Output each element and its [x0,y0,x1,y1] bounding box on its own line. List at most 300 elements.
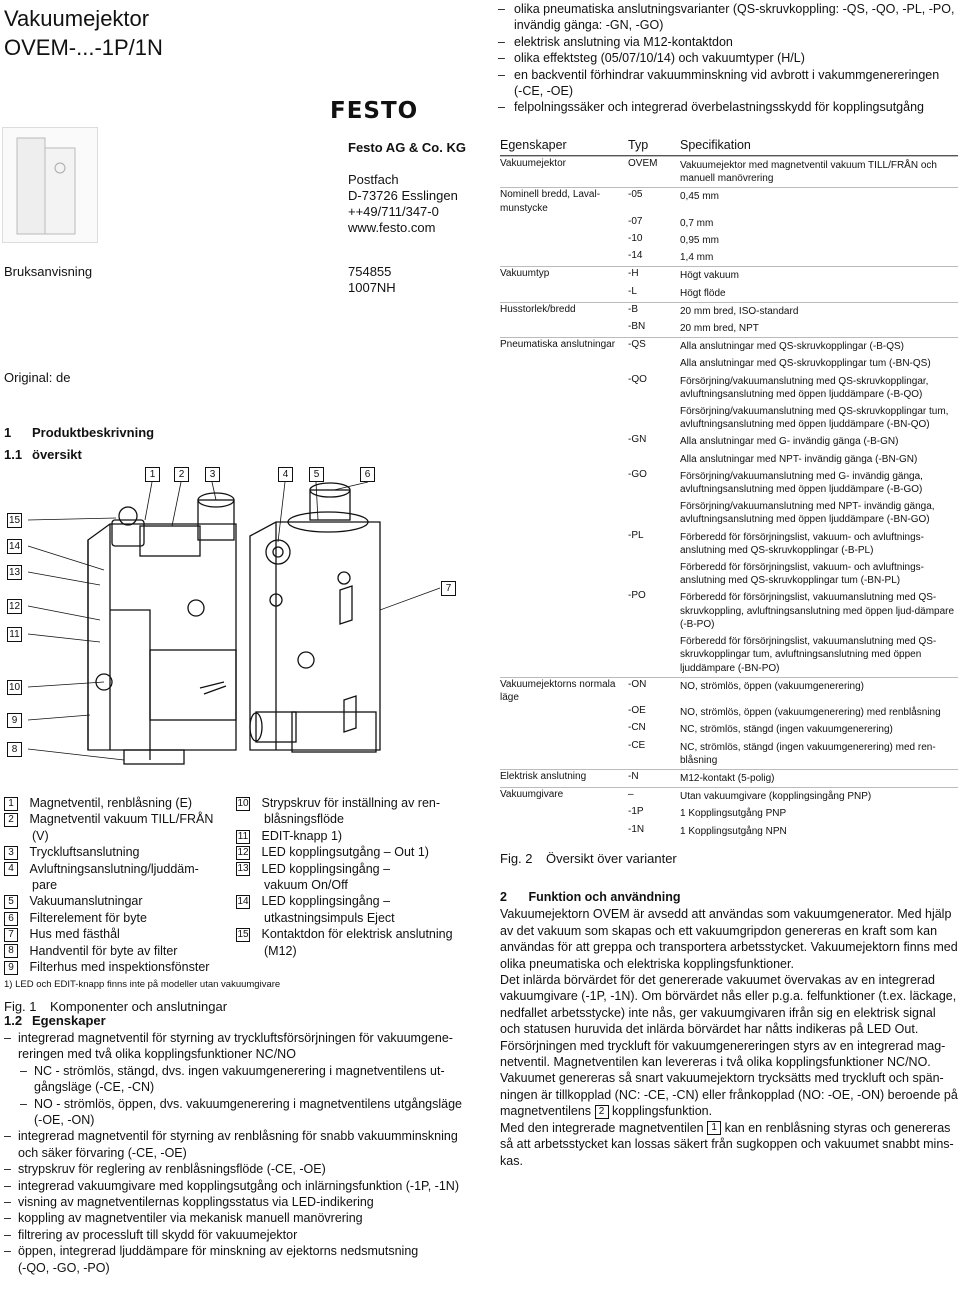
cell-property [500,355,628,372]
cell-type [628,589,680,633]
cell-spec [680,355,958,372]
cell-text: Försörjning/vakuumanslutning med QS-skruvkopplingar, avluftningsanslutning med öppen ljuddämpare (-B-QO) [680,375,929,400]
cell-property [500,498,628,528]
cell-property [500,589,628,633]
comp-text: Strypskruv för inställning av ren- [261,796,441,810]
table-row [500,337,958,355]
comp-text: vakuum On/Off [264,878,348,892]
cell-property [500,403,628,433]
cell-text: -1P [628,806,644,818]
list-item: invändig gänga: -GN, -GO) [514,18,664,33]
cell-spec [680,498,958,528]
cell-text: Vakuumtyp [500,268,550,280]
comp-text: Kontaktdon för elektrisk anslutning [261,927,453,942]
variants-table [500,136,958,840]
cell-text: Utan vakuumgivare (kopplingsingång PNP) [680,791,872,803]
list-item: – integrerad magnetventil för styrning av renblåsning för snabb vakuumminskning [4,1128,474,1144]
company-name: Festo AG & Co. KG [348,140,466,155]
callout-8: 8 [7,742,22,757]
section-1-num: 1 [4,425,12,440]
cell-text: -QO [628,373,647,385]
cell-text: 1 Kopplingsutgång NPN [680,825,787,837]
cell-type [628,373,680,403]
cell-spec [680,788,958,805]
cell-type [628,559,680,589]
comp-num: 9 [4,961,18,975]
col-header-spec: Specifikation [680,138,751,152]
cell-spec [680,770,958,787]
cell-property [500,338,628,355]
list-item: (-OE, -ON) [34,1113,95,1128]
cell-property [500,232,628,249]
company-address-1: Postfach [348,172,399,187]
section-1-title: Produktbeskrivning [32,425,155,440]
table-row [500,156,958,187]
table-row [500,787,958,805]
cell-type [628,285,680,302]
cell-text: NC, strömlös, stängd (ingen vakuumgenerering) med ren-blåsning [680,741,936,766]
paragraph-text: kopplingsfunktion. [612,1104,713,1119]
comp-num: 1 [4,797,18,811]
paragraph [500,1038,958,1120]
cell-text: -05 [628,189,643,201]
cell-spec [680,451,958,468]
list-item: – visning av magnetventilernas kopplingsstatus via LED-indikering [4,1194,474,1210]
cell-spec [680,529,958,559]
paragraph: Vakuumejektorn OVEM är avsedd att användas som vakuumgenerator. Med hjälp av det vakuum som skapas och ett vakuumgripdon genereras en kraft som kan användas för att greppa och transportera arbetsstycket. Vakuumejektorn finns med olika pneumatiska och elektriska kopplingsfunktioner. [500,907,958,971]
cell-type [628,403,680,433]
ejector-drawing [0,460,470,780]
cell-spec [680,285,958,302]
cell-property [500,249,628,266]
table-row [500,739,958,769]
features-list [4,1030,474,1276]
cell-text: Alla anslutningar med QS-skruvkopplingar (-B-QS) [680,341,904,353]
paragraph-text: kan en renblåsning styras och genereras så att arbetsstycket kan lossas säkert från sugkoppen och vakuumet snabbt mins-kas. [500,1120,954,1168]
company-address-2: D-73726 Esslingen [348,188,458,203]
comp-text: LED kopplingsingång – [261,894,391,909]
comp-text: (M12) [264,943,297,958]
cell-text: 1,4 mm [680,252,714,264]
cell-type [628,529,680,559]
cell-text: Försörjning/vakuumanslutning med G- invändig gänga, avluftningsanslutning med öppen ljuddämpare (-B-GO) [680,470,923,496]
comp-text: Magnetventil, renblåsning (E) [29,796,193,810]
table-row [500,355,958,372]
list-item: – filtrering av processluft till skydd för vakuumejektor [4,1227,474,1243]
cell-property [500,770,628,787]
table-row [500,215,958,232]
list-item: – felpolningssäker och integrerad överbelastningsskydd för kopplingsutgång [498,99,958,115]
cell-text: -H [628,268,639,280]
list-item: – integrerad vakuumgivare med kopplingsutgång och inlärningsfunktion (-1P, -1N) [4,1178,474,1194]
cell-property [500,373,628,403]
comp-text: pare [32,878,58,892]
section-1-1-num: 1.1 [4,447,23,462]
callout-1: 1 [145,467,160,482]
cell-property [500,188,628,214]
cell-property [500,267,628,284]
cell-property [500,678,628,704]
list-item: – NO - strömlös, öppen, dvs. vakuumgenerering i magnetventilens utgångsläge [4,1096,474,1112]
comp-text: Handventil för byte av filter [29,943,178,958]
comp-text: Hus med fästhål [29,927,120,942]
cell-spec [680,157,958,187]
cell-text: -07 [628,215,643,227]
table-row [500,559,958,589]
cell-text: -L [628,285,637,297]
cell-spec [680,805,958,822]
cell-text: Vakuumejektorns normala läge [500,678,616,703]
list-item: gångsläge (-CE, -CN) [34,1080,155,1095]
cell-property [500,559,628,589]
table-row [500,468,958,498]
list-item: (-QO, -GO, -PO) [18,1260,110,1275]
section-1-1-title: översikt [32,447,82,462]
cell-spec [680,468,958,498]
cell-property [500,633,628,677]
table-row [500,302,958,320]
cell-text: -PL [628,529,644,541]
table-row [500,320,958,337]
cell-text: Nominell bredd, Laval-munstycke [500,189,601,214]
table-row [500,589,958,633]
col-header-type: Typ [628,138,649,152]
callout-2: 2 [174,467,189,482]
cell-text: Alla anslutningar med G- invändig gänga (-B-GN) [680,436,899,448]
cell-text: Alla anslutningar med QS-skruvkopplingar tum (-BN-QS) [680,358,931,370]
cell-property [500,433,628,450]
comp-text: Vakuumanslutningar [29,894,143,909]
col-header-property: Egenskaper [500,138,567,152]
comp-text: Avluftningsanslutning/ljuddäm- [29,861,199,876]
comp-num: 4 [4,862,18,876]
paragraph [500,1120,958,1169]
cell-spec [680,704,958,721]
list-item: – öppen, integrerad ljuddämpare för minskning av ejektorns nedsmutsning [4,1243,474,1259]
figure-1 [0,460,470,780]
manual-label: Bruksanvisning [4,264,93,279]
comp-num: 8 [4,944,18,958]
company-phone: ++49/711/347-0 [348,204,439,219]
page-title [4,4,163,62]
cell-text: Förberedd för försörjningslist, vakuumanslutning med QS-skruvkoppling, avluftningsanslutning med öppen ljud-dämpare (-B-PO) [680,592,955,630]
cell-text: OVEM [628,158,658,169]
table-row [500,433,958,450]
cell-spec [680,188,958,214]
cell-text: -GO [628,468,647,480]
cell-text: Vakuumejektor med magnetventil vakuum TILL/FRÅN och manuell manövrering [680,160,937,185]
cell-spec [680,739,958,769]
doc-version: 1007NH [348,280,396,295]
section-1-2-title: Egenskaper [32,1013,106,1028]
cell-text: M12-kontakt (5-polig) [680,772,775,784]
cell-text: -BN [628,321,646,333]
cell-type [628,320,680,337]
callout-13: 13 [8,567,21,578]
cell-spec [680,721,958,738]
callout-5: 5 [309,467,324,482]
list-item: och säker förvaring (-CE, -OE) [18,1145,187,1160]
cell-text: -1N [628,823,645,835]
cell-text: -CE [628,739,646,751]
cell-property [500,739,628,769]
company-website[interactable]: www.festo.com [348,220,436,235]
cell-text: -14 [628,250,643,262]
cell-type [628,633,680,677]
list-item: – koppling av magnetventiler via mekanisk manuell manövrering [4,1210,474,1226]
cell-property [500,823,628,840]
callout-14: 14 [8,541,21,552]
list-item: – NC - strömlös, stängd, dvs. ingen vakuumgenerering i magnetventilens ut- [4,1063,474,1079]
comp-num: 3 [4,846,18,860]
table-row [500,373,958,403]
table-row [500,403,958,433]
table-row [500,285,958,302]
original-label: Original: de [4,370,71,385]
cell-type [628,498,680,528]
cell-property [500,157,628,187]
table-row [500,805,958,822]
fig2-label: Fig. 2 [500,851,533,866]
doc-number: 754855 [348,264,392,279]
cell-type [628,188,680,214]
cell-type [628,232,680,249]
table-row [500,498,958,528]
cell-text: Husstorlek/bredd [500,303,576,315]
callout-11: 11 [7,627,22,642]
cell-text: -OE [628,705,646,717]
list-item: (-CE, -OE) [514,84,574,99]
title-line-1: Vakuumejektor [4,6,150,31]
comp-text: LED kopplingsingång – [261,861,391,876]
callout-7: 7 [441,581,456,596]
cell-type [628,805,680,822]
paragraph-text: Försörjningen med tryckluft för vakuumgenereringen styrs av en integrerad mag-netventil. Magnetventilen kan levereras i två olika kopplingsfunktioner NC/NO. Vakuumet genereras så snart vakuumejektorn trycksätts med tryckluft och spän-ningen är tillkopplad (NC: -CE, -CN) eller frånkopplad (NO: -OE, -ON) beroende på magnetventilens [500,1038,958,1119]
table-row [500,823,958,840]
cell-property [500,303,628,320]
comp-text: Filterelement för byte [29,910,147,925]
product-thumbnail-drawing [3,128,99,244]
cell-type [628,451,680,468]
component-list [4,795,474,985]
table-header [500,136,958,156]
table-row [500,451,958,468]
cell-text: Högt flöde [680,287,726,299]
cell-type [628,788,680,805]
callout-4: 4 [278,467,293,482]
comp-num: 10 [237,797,249,809]
table-body [500,156,958,840]
comp-num: 11 [237,830,249,842]
comp-num: 15 [237,928,249,940]
fig2-caption: Översikt över varianter [546,851,677,866]
cell-spec [680,589,958,633]
cell-spec [680,249,958,266]
cell-type [628,267,680,284]
comp-num: 5 [4,895,18,909]
cell-text: Pneumatiska anslutningar [500,339,616,351]
callout-3: 3 [205,467,220,482]
list-item: reringen med två olika kopplingsfunktioner NC/NO [18,1047,296,1062]
cell-property [500,468,628,498]
cell-type [628,157,680,187]
table-row [500,187,958,214]
cell-text: Försörjning/vakuumanslutning med QS-skruvkopplingar tum, avluftningsanslutning med öppen ljuddämpare (-BN-QO) [680,406,949,431]
callout-12: 12 [8,601,21,612]
cell-property [500,451,628,468]
list-item: – olika pneumatiska anslutningsvarianter (QS-skruvkoppling: -QS, -QO, -PL, -PO, [498,1,958,17]
fig1-label: Fig. 1 [4,999,37,1014]
comp-text: Filterhus med inspektionsfönster [29,960,210,974]
callout-9: 9 [7,713,22,728]
cell-spec [680,373,958,403]
cell-text: NO, strömlös, öppen (vakuumgenerering) [680,680,864,692]
section-2 [500,889,958,1169]
cell-spec [680,559,958,589]
section-1-2-num: 1.2 [4,1013,23,1028]
comp-num: 2 [4,813,18,827]
table-row [500,769,958,787]
cell-text: Förberedd för försörjningslist, vakuumanslutning med QS-skruvkopplingar tum, avluftningsanslutning med öppen ljuddämpare (-BN-PO) [680,636,937,674]
comp-text: EDIT-knapp 1) [261,828,343,843]
features-list-continued [498,1,958,116]
cell-text: -N [628,770,639,782]
cell-type [628,678,680,704]
cell-spec [680,403,958,433]
callout-10: 10 [8,682,21,693]
table-row [500,529,958,559]
cell-text: 0,95 mm [680,235,719,247]
comp-text: utkastningsimpuls Eject [264,910,395,925]
cell-text: Förberedd för försörjningslist, vakuum- och avluftnings-anslutning med QS-skruvkopplingar tum (-BN-PL) [680,562,924,587]
comp-num: 14 [237,896,249,908]
cell-type [628,249,680,266]
list-item: – en backventil förhindrar vakuumminskning vid avbrott i vakummgenereringen [498,67,958,83]
table-row [500,721,958,738]
cell-text: -GN [628,434,647,446]
cell-text: -QS [628,339,646,351]
comp-text: Magnetventil vakuum TILL/FRÅN [29,812,214,827]
cell-type [628,215,680,232]
cell-type [628,433,680,450]
cell-type [628,303,680,320]
cell-text: Förberedd för försörjningslist, vakuum- och avluftnings-anslutning med QS-skruvkopplingar (-B-PL) [680,531,924,556]
cell-text: -10 [628,233,643,245]
festo-logo: FESTO [330,98,419,124]
cell-text: 20 mm bred, NPT [680,323,759,335]
list-item: – strypskruv för reglering av renblåsningsflöde (-CE, -OE) [4,1161,474,1177]
cell-text: 1 Kopplingsutgång PNP [680,808,787,820]
cell-text: -ON [628,678,647,690]
cell-spec [680,823,958,840]
cell-text: 0,45 mm [680,191,719,203]
section-2-num: 2 [500,890,507,904]
cell-type [628,770,680,787]
comp-text: Tryckluftsanslutning [29,845,140,860]
comp-num: 12 [237,846,249,858]
cell-spec [680,232,958,249]
footnote: 1) LED och EDIT-knapp finns inte på modeller utan vakuumgivare [4,979,281,990]
cell-type [628,468,680,498]
list-item: – olika effektsteg (05/07/10/14) och vakuumtyper (H/L) [498,50,958,66]
callout-6: 6 [360,467,375,482]
table-row [500,633,958,677]
cell-type [628,739,680,769]
cell-type [628,355,680,372]
comp-num: 6 [4,912,18,926]
cell-text: NC, strömlös, stängd (ingen vakuumgenerering) [680,724,893,736]
cell-text: -B [628,303,638,315]
cell-text: – [628,789,634,801]
comp-text: (V) [32,828,49,843]
cell-spec [680,433,958,450]
cell-spec [680,338,958,355]
callout-15: 15 [8,515,21,526]
cell-text: Försörjning/vakuumanslutning med NPT- invändig gänga, avluftningsanslutning med öppen ljuddämpare (-BN-GO) [680,501,935,526]
cell-text: Alla anslutningar med NPT- invändig gänga (-BN-GN) [680,453,918,465]
cell-property [500,805,628,822]
ref-component-2: 2 [595,1105,609,1119]
ref-component-1: 1 [707,1121,721,1135]
fig1-caption: Komponenter och anslutningar [50,999,228,1014]
table-row [500,249,958,266]
cell-text: Vakuumgivare [500,789,564,801]
cell-property [500,285,628,302]
cell-text: -CN [628,722,646,734]
table-row [500,677,958,704]
cell-property [500,788,628,805]
cell-type [628,338,680,355]
table-row [500,266,958,284]
cell-spec [680,678,958,704]
cell-text: 0,7 mm [680,217,714,229]
paragraph-text: Med den integrerade magnetventilen [500,1120,704,1135]
cell-property [500,320,628,337]
cell-property [500,215,628,232]
table-row [500,704,958,721]
cell-text: 20 mm bred, ISO-standard [680,305,799,317]
cell-property [500,529,628,559]
cell-text: Högt vakuum [680,270,739,282]
cell-spec [680,320,958,337]
cell-spec [680,267,958,284]
cell-property [500,721,628,738]
section-2-title: Funktion och användning [528,890,681,904]
comp-text: blåsningsflöde [264,812,344,827]
cell-text: Elektrisk anslutning [500,770,587,782]
cell-text: Vakuumejektor [500,158,566,169]
cell-type [628,823,680,840]
cell-text: NO, strömlös, öppen (vakuumgenerering) med renblåsning [680,707,941,719]
cell-type [628,721,680,738]
cell-spec [680,633,958,677]
cell-property [500,704,628,721]
cell-spec [680,303,958,320]
table-row [500,232,958,249]
comp-text: LED kopplingsutgång – Out 1) [261,845,429,860]
cell-spec [680,215,958,232]
comp-num: 13 [237,863,249,875]
list-item: – elektrisk anslutning via M12-kontaktdon [498,34,958,50]
paragraph: Det inlärda börvärdet för det genererade vakuumet övervakas av en integrerad vakuumgivare (-1P, -1N). Om börvärdet nås eller p.g.a. felfunktioner (t.ex. läckage, nedfallet arbetsstycke) inte nås, ger vakuumgivaren ifrån sig en elektrisk signal och statusen huruvida det inlärda börvärdet har nåtts indikeras på LED Out. [500,973,957,1037]
product-thumbnail [2,127,98,243]
cell-text: -PO [628,590,646,602]
title-line-2: OVEM-...-1P/1N [4,35,163,60]
cell-type [628,704,680,721]
comp-num: 7 [4,928,18,942]
list-item: – integrerad magnetventil för styrning av tryckluftsförsörjningen för vakuumgene- [4,1030,474,1046]
section-2-heading [500,889,958,905]
